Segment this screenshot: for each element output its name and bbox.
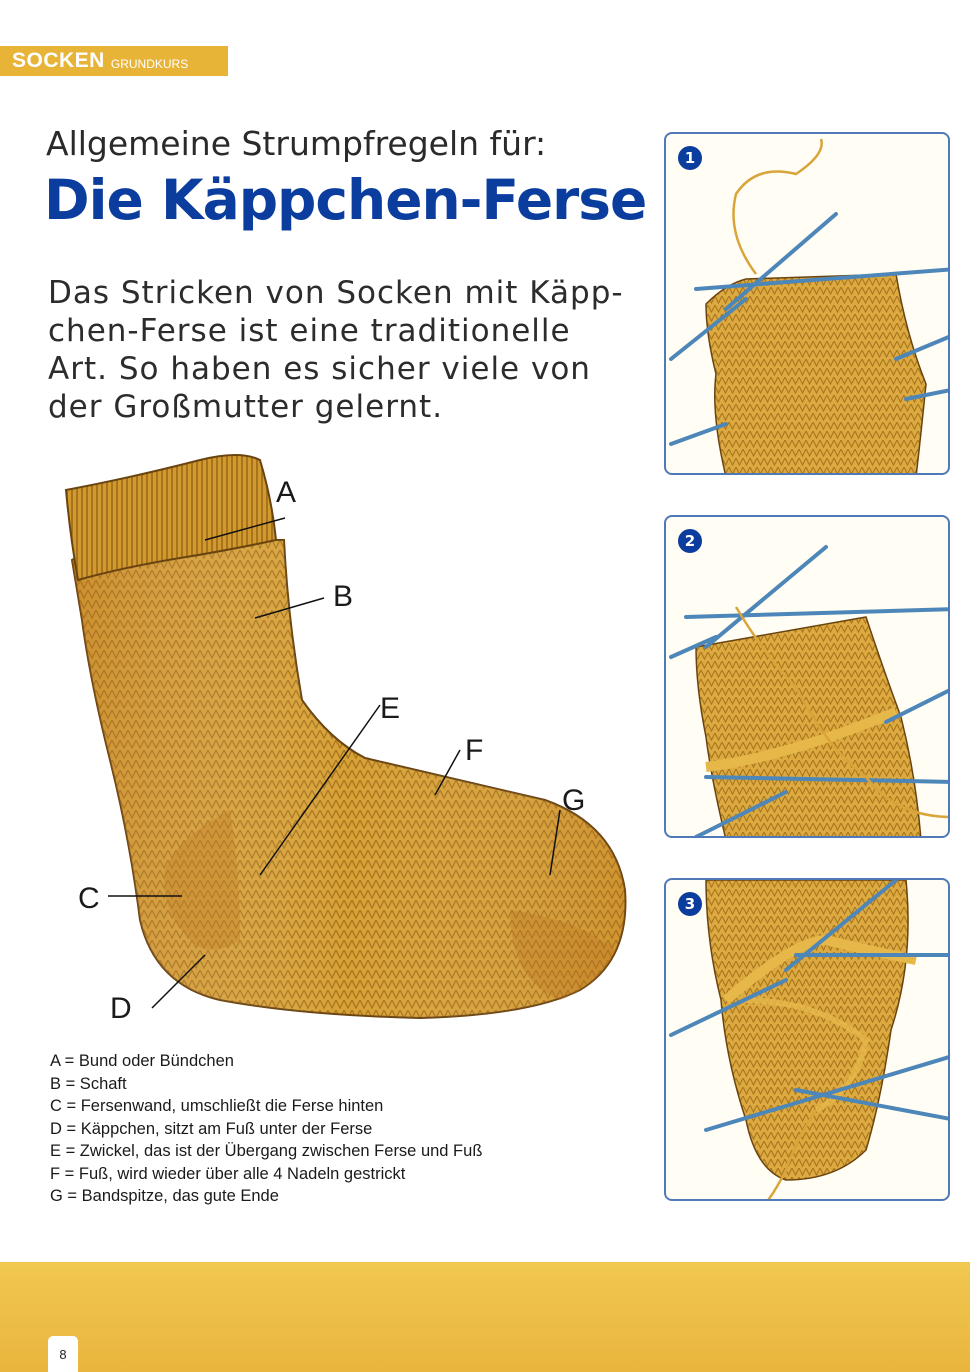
intro-line: chen-Ferse ist eine traditionelle (48, 313, 571, 349)
intro-line: der Großmutter gelernt. (48, 389, 444, 425)
figure-label-f: F (465, 734, 484, 767)
step-panel-3 (664, 878, 950, 1201)
intro-line: Das Stricken von Socken mit Käpp- (48, 275, 624, 311)
step-1-illustration (666, 134, 950, 475)
sock-drawing (40, 440, 650, 1060)
page-title: Die Käppchen-Ferse (44, 168, 647, 232)
intro-line: Art. So haben es sicher viele von (48, 351, 591, 387)
figure-label-d: D (110, 992, 132, 1025)
legend-item: B = Schaft (50, 1074, 127, 1093)
legend-item: F = Fuß, wird wieder über alle 4 Nadeln gestrickt (50, 1164, 406, 1183)
legend (50, 1050, 482, 1208)
intro-paragraph (48, 274, 628, 426)
legend-item: D = Käppchen, sitzt am Fuß unter der Ferse (50, 1119, 373, 1138)
step-number: 3 (678, 892, 702, 916)
legend-item: C = Fersenwand, umschließt die Ferse hinten (50, 1097, 384, 1115)
kicker-heading: Allgemeine Strumpfregeln für: (46, 124, 547, 163)
figure-label-e: E (380, 692, 401, 725)
step-3-illustration (666, 880, 950, 1201)
figure-label-b: B (333, 580, 354, 613)
step-panel-1 (664, 132, 950, 475)
legend-item: E = Zwickel, das ist der Übergang zwischen Ferse und Fuß (50, 1142, 483, 1160)
subsection-label: GRUNDKURS (110, 56, 189, 71)
sock-illustration (40, 440, 650, 1060)
footer-band (0, 1262, 970, 1372)
figure-label-g: G (562, 784, 586, 817)
section-tag (0, 46, 228, 76)
figure-label-c: C (78, 882, 100, 915)
step-panel-2 (664, 515, 950, 838)
step-number: 1 (678, 146, 702, 170)
legend-item: A = Bund oder Bündchen (50, 1052, 234, 1070)
step-2-illustration (666, 517, 950, 838)
figure-label-a: A (276, 476, 297, 509)
step-number: 2 (678, 529, 702, 553)
page-number: 8 (48, 1336, 78, 1372)
legend-item: G = Bandspitze, das gute Ende (50, 1187, 279, 1205)
section-label: SOCKEN (12, 49, 105, 72)
